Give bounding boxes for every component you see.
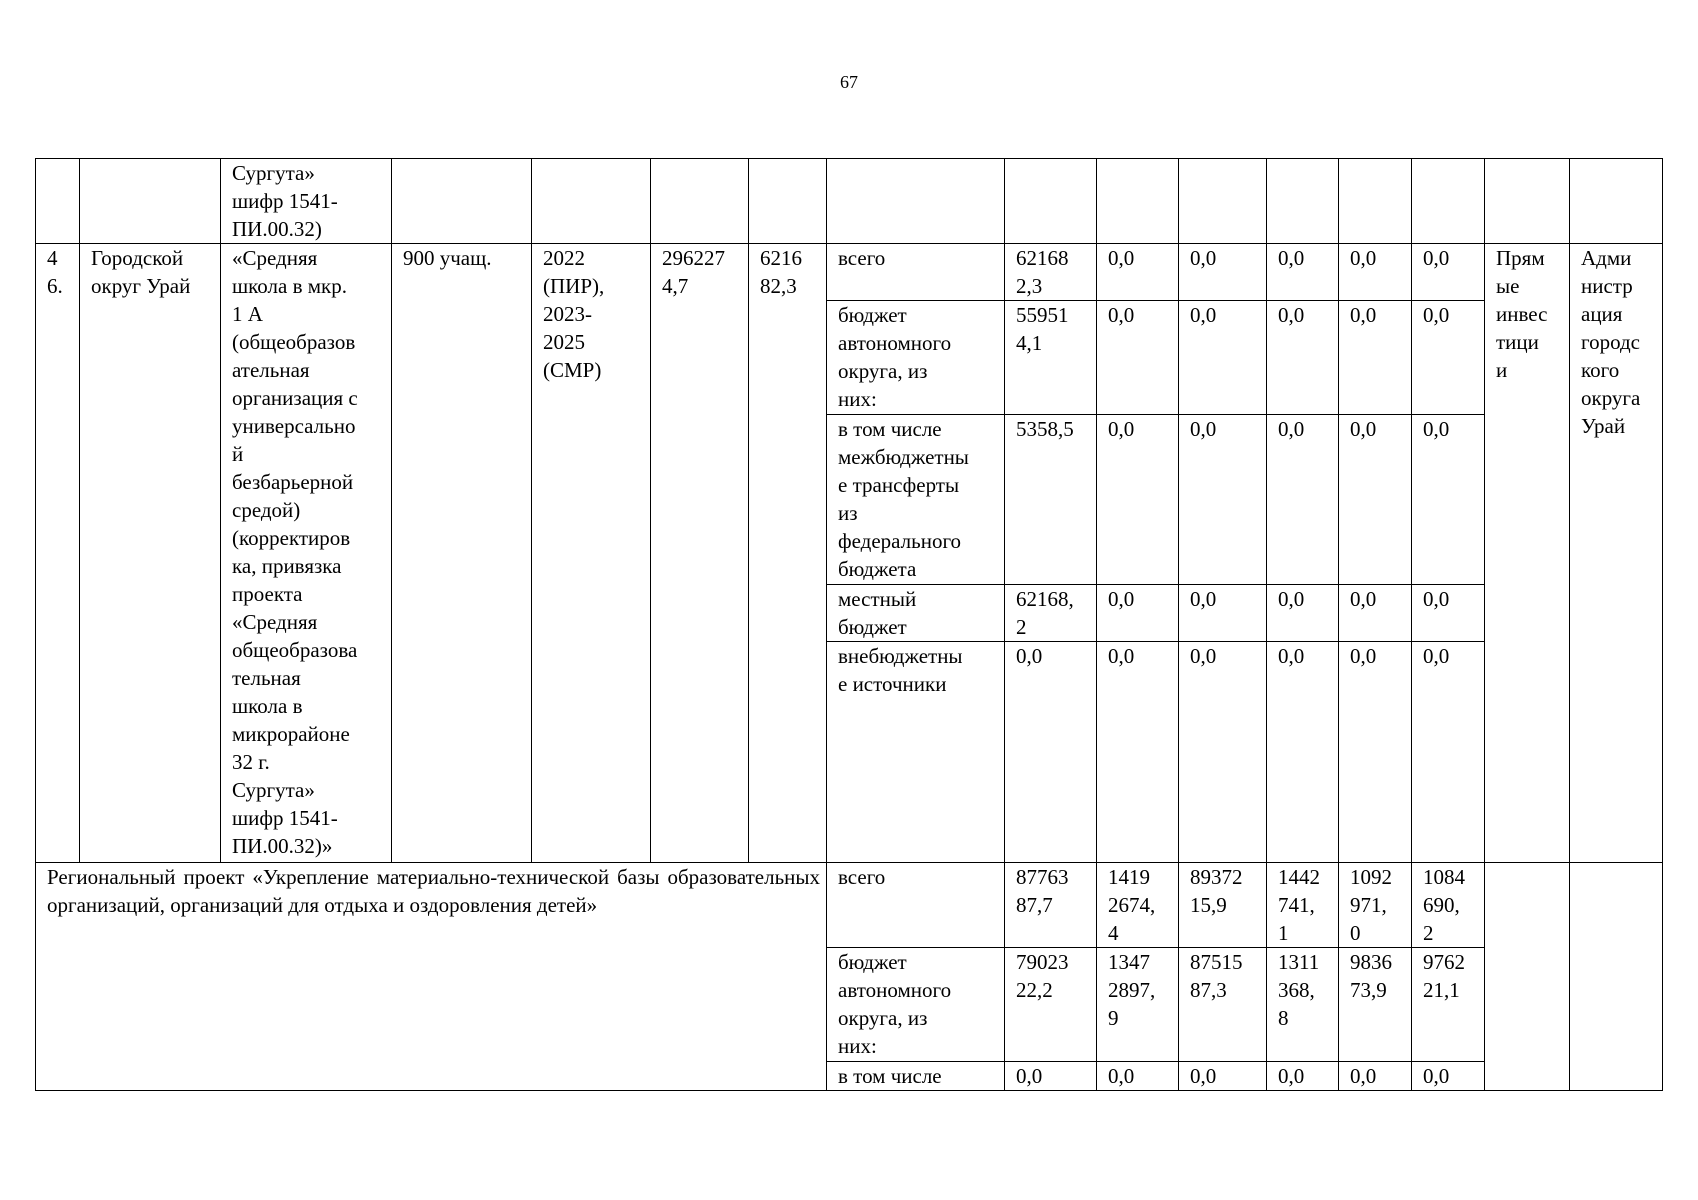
funding-source: всего [827, 244, 1005, 301]
program-table [35, 158, 1663, 1091]
funding-value: 0,0 [1412, 301, 1485, 415]
regional-project-title: Региональный проект «Укрепление материально-технической базы образовательных организаций, организаций для отдыха и оздоровления детей» [36, 863, 827, 1091]
funding-value: 1084 690, 2 [1412, 863, 1485, 948]
funding-value: 79023 22,2 [1005, 948, 1097, 1062]
funding-value: 1092 971, 0 [1339, 863, 1412, 948]
funding-value: 0,0 [1267, 642, 1339, 863]
funding-value: 0,0 [1412, 642, 1485, 863]
cell-empty [1339, 159, 1412, 244]
funding-value: 62168, 2 [1005, 585, 1097, 642]
cell-empty [1485, 159, 1570, 244]
funding-value: 0,0 [1412, 415, 1485, 585]
row-46-total [36, 244, 1663, 301]
page-number: 67 [840, 72, 858, 92]
cell-empty [749, 159, 827, 244]
funding-value: 0,0 [1179, 585, 1267, 642]
cell-empty [1005, 159, 1097, 244]
cell-empty [36, 159, 80, 244]
funding-value: 9762 21,1 [1412, 948, 1485, 1062]
funding-source: местный бюджет [827, 585, 1005, 642]
funding-source: бюджет автономного округа, из них: [827, 301, 1005, 415]
investment-mechanism: Прям ые инвес тици и [1485, 244, 1570, 863]
object-name: «Средняя школа в мкр. 1 А (общеобразов ательная организация с универсально й безбарьерной средой) (корректиров ка, привязка проекта «Средняя общеобразова тельная школа в микрорайоне 32 г. Сургута» шифр 1541- ПИ.00.32)» [221, 244, 392, 863]
cell-empty [392, 159, 532, 244]
regional-project-total [36, 863, 1663, 948]
funding-value: 0,0 [1179, 1062, 1267, 1091]
funding-value: 0,0 [1267, 244, 1339, 301]
funding-source: в том числе [827, 1062, 1005, 1091]
cell-empty [1267, 159, 1339, 244]
funding-value: 0,0 [1339, 585, 1412, 642]
funding-value: 0,0 [1097, 244, 1179, 301]
funding-value: 0,0 [1267, 415, 1339, 585]
funding-value: 62168 2,3 [1005, 244, 1097, 301]
object-name-tail: Сургута» шифр 1541- ПИ.00.32) [221, 159, 392, 244]
funding-value: 0,0 [1339, 642, 1412, 863]
funding-value: 0,0 [1267, 301, 1339, 415]
funding-value: 0,0 [1097, 1062, 1179, 1091]
funding-source: в том числе межбюджетны е трансферты из федерального бюджета [827, 415, 1005, 585]
funding-value: 1311 368, 8 [1267, 948, 1339, 1062]
cell-empty [1412, 159, 1485, 244]
funding-value: 0,0 [1179, 244, 1267, 301]
funding-value: 9836 73,9 [1339, 948, 1412, 1062]
funding-value: 0,0 [1005, 642, 1097, 863]
funding-value: 0,0 [1097, 585, 1179, 642]
cell-empty [827, 159, 1005, 244]
funding-value: 0,0 [1339, 244, 1412, 301]
funding-value: 0,0 [1005, 1062, 1097, 1091]
funding-value: 0,0 [1179, 642, 1267, 863]
cell-empty [1570, 159, 1663, 244]
cell-empty [651, 159, 749, 244]
remaining-cost: 6216 82,3 [749, 244, 827, 863]
funding-value: 0,0 [1339, 301, 1412, 415]
continued-row [36, 159, 1663, 244]
funding-value: 0,0 [1267, 585, 1339, 642]
cell-empty [1097, 159, 1179, 244]
funding-value: 0,0 [1097, 301, 1179, 415]
funding-value: 0,0 [1179, 301, 1267, 415]
period: 2022 (ПИР), 2023- 2025 (СМР) [532, 244, 651, 863]
funding-value: 87515 87,3 [1179, 948, 1267, 1062]
municipality: Городской округ Урай [80, 244, 221, 863]
funding-source: внебюджетны е источники [827, 642, 1005, 863]
customer: Адми нистр ация городс кого округа Урай [1570, 244, 1663, 863]
funding-value: 1347 2897, 9 [1097, 948, 1179, 1062]
funding-value: 5358,5 [1005, 415, 1097, 585]
cell-empty [1570, 863, 1663, 1091]
funding-source: всего [827, 863, 1005, 948]
funding-value: 0,0 [1267, 1062, 1339, 1091]
funding-value: 0,0 [1339, 1062, 1412, 1091]
funding-value: 0,0 [1179, 415, 1267, 585]
funding-value: 0,0 [1339, 415, 1412, 585]
funding-source: бюджет автономного округа, из них: [827, 948, 1005, 1062]
total-cost: 296227 4,7 [651, 244, 749, 863]
funding-value: 1419 2674, 4 [1097, 863, 1179, 948]
funding-value: 0,0 [1412, 1062, 1485, 1091]
cell-empty [1179, 159, 1267, 244]
funding-value: 1442 741, 1 [1267, 863, 1339, 948]
cell-empty [532, 159, 651, 244]
cell-empty [1485, 863, 1570, 1091]
cell-empty [80, 159, 221, 244]
capacity: 900 учащ. [392, 244, 532, 863]
funding-value: 0,0 [1412, 244, 1485, 301]
funding-value: 0,0 [1097, 642, 1179, 863]
row-number: 4 6. [36, 244, 80, 863]
funding-value: 89372 15,9 [1179, 863, 1267, 948]
funding-value: 55951 4,1 [1005, 301, 1097, 415]
funding-value: 0,0 [1412, 585, 1485, 642]
funding-value: 87763 87,7 [1005, 863, 1097, 948]
funding-value: 0,0 [1097, 415, 1179, 585]
